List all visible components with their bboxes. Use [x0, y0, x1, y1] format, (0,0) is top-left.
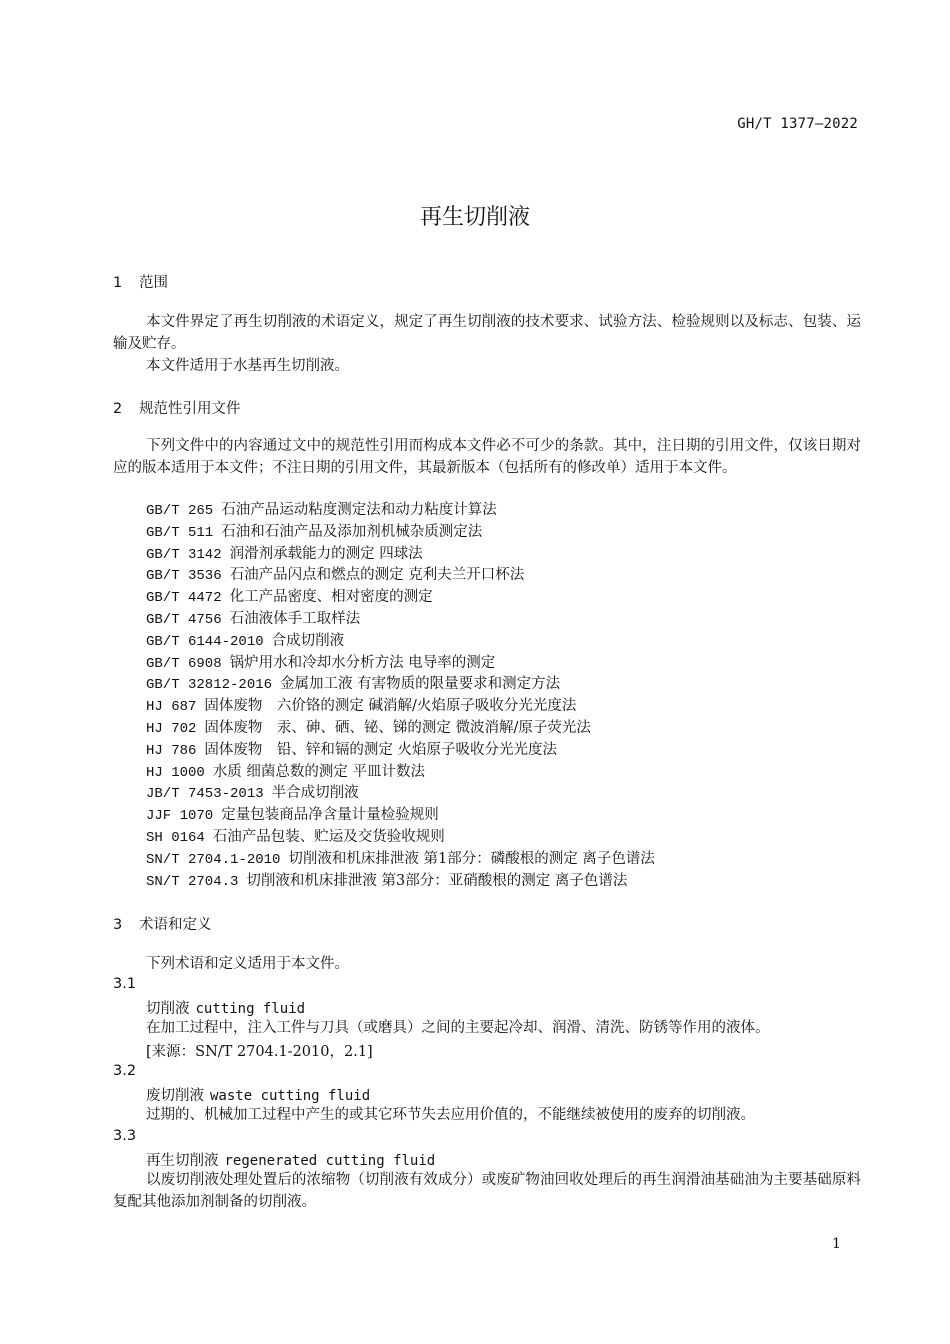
- reference-code: HJ 1000: [146, 764, 205, 781]
- reference-code: GB/T 4472: [146, 590, 222, 607]
- reference-item: [146, 762, 655, 784]
- term-name-en: cutting fluid: [195, 1001, 306, 1017]
- section-heading-terms: [113, 913, 212, 934]
- term-definition: 过期的、机械加工过程中产生的或其它环节失去应用价值的，不能继续被使用的废弃的切削液。: [146, 1107, 755, 1123]
- reference-list: [146, 500, 655, 892]
- reference-item: [146, 544, 655, 566]
- reference-title: 石油液体手工取样法: [229, 610, 361, 627]
- term-name-en: waste cutting fluid: [210, 1088, 371, 1104]
- reference-code: SH 0164: [146, 829, 205, 846]
- reference-item: [146, 522, 655, 544]
- page-number: 1: [832, 1236, 841, 1252]
- term-number: 3.1: [113, 976, 137, 992]
- document-title: 再生切削液: [419, 205, 530, 230]
- scope-paragraph-1: 本文件界定了再生切削液的术语定义，规定了再生切削液的技术要求、试验方法、检验规则以及标志、包装、运输及贮存。: [113, 314, 861, 352]
- reference-title: 石油产品包装、贮运及交货验收规则: [212, 828, 445, 845]
- reference-item: [146, 783, 655, 805]
- reference-title: 半合成切削液: [271, 785, 359, 802]
- section-heading-scope: [113, 271, 168, 292]
- scope-paragraph-2: 本文件适用于水基再生切削液。: [146, 358, 349, 374]
- reference-code: GB/T 3142: [146, 546, 222, 563]
- reference-title: 石油产品运动粘度测定法和动力粘度计算法: [221, 502, 497, 518]
- reference-title: 固体废物 六价铬的测定 碱消解/火焰原子吸收分光光度法: [204, 698, 577, 715]
- section-number: 3: [113, 917, 123, 933]
- reference-item: [146, 609, 655, 631]
- term-name: [146, 997, 305, 1018]
- term-name-zh: 再生切削液: [146, 1153, 219, 1169]
- reference-title: 润滑剂承载能力的测定 四球法: [229, 545, 423, 562]
- reference-code: GB/T 4756: [146, 611, 222, 628]
- reference-code: HJ 702: [146, 720, 197, 737]
- reference-title: 锅炉用水和冷却水分析方法 电导率的测定: [229, 654, 496, 671]
- reference-title: 合成切削液: [271, 632, 345, 649]
- reference-item: [146, 653, 655, 675]
- reference-item: [146, 674, 655, 696]
- reference-code: GB/T 511: [146, 524, 214, 541]
- reference-code: SN/T 2704.3: [146, 873, 239, 890]
- reference-title: 石油和石油产品及添加剂机械杂质测定法: [221, 523, 483, 540]
- section-title: 范围: [139, 275, 168, 291]
- reference-item: [146, 805, 655, 827]
- normative-intro: 下列文件中的内容通过文中的规范性引用而构成本文件必不可少的条款。其中，注日期的引用文件，仅该日期对应的版本适用于本文件；不注日期的引用文件，其最新版本（包括所有的修改单）适用于本文件。: [113, 438, 861, 476]
- section-title: 术语和定义: [139, 917, 212, 933]
- reference-item: [146, 696, 655, 718]
- section-number: 2: [113, 401, 123, 417]
- reference-title: 定量包装商品净含量计量检验规则: [221, 807, 439, 824]
- reference-title: 固体废物 汞、砷、硒、铋、锑的测定 微波消解/原子荧光法: [204, 719, 591, 736]
- section-number: 1: [113, 275, 123, 291]
- reference-title: 切削液和机床排泄液 第3部分：亚硝酸根的测定 离子色谱法: [246, 872, 628, 889]
- reference-code: GB/T 6908: [146, 655, 222, 672]
- term-name: [146, 1084, 370, 1105]
- section-title: 规范性引用文件: [139, 401, 241, 417]
- terms-intro: 下列术语和定义适用于本文件。: [146, 956, 349, 972]
- reference-title: 石油产品闪点和燃点的测定 克利夫兰开口杯法: [229, 567, 525, 584]
- reference-item: [146, 587, 655, 609]
- term-definition: 以废切削液处理处置后的浓缩物（切削液有效成分）或废矿物油回收处理后的再生润滑油基础油为主要基础原料复配其他添加剂制备的切削液。: [113, 1172, 861, 1210]
- reference-item: [146, 849, 655, 871]
- reference-code: GB/T 3536: [146, 568, 222, 585]
- reference-code: JJF 1070: [146, 808, 214, 825]
- reference-title: 固体废物 铅、锌和镉的测定 火焰原子吸收分光光度法: [204, 741, 558, 758]
- term-name: [146, 1149, 435, 1170]
- reference-item: [146, 827, 655, 849]
- reference-item: [146, 740, 655, 762]
- term-number: 3.2: [113, 1063, 137, 1079]
- reference-code: JB/T 7453-2013: [146, 786, 264, 803]
- reference-code: HJ 786: [146, 742, 197, 759]
- reference-code: HJ 687: [146, 699, 197, 716]
- term-name-zh: 切削液: [146, 1001, 190, 1017]
- reference-code: SN/T 2704.1-2010: [146, 851, 281, 868]
- reference-item: [146, 565, 655, 587]
- reference-item: [146, 631, 655, 653]
- standard-code: GH/T 1377—2022: [737, 116, 858, 132]
- reference-item: [146, 718, 655, 740]
- term-name-zh: 废切削液: [146, 1088, 204, 1104]
- reference-title: 切削液和机床排泄液 第1部分：磷酸根的测定 离子色谱法: [288, 850, 655, 867]
- reference-code: GB/T 265: [146, 503, 214, 519]
- reference-title: 化工产品密度、相对密度的测定: [229, 589, 433, 606]
- reference-code: GB/T 32812-2016: [146, 677, 273, 694]
- reference-item: [146, 500, 655, 522]
- section-heading-normative: [113, 397, 241, 418]
- term-definition: 在加工过程中，注入工件与刀具（或磨具）之间的主要起冷却、润滑、清洗、防锈等作用的液体。: [146, 1020, 770, 1036]
- reference-title: 水质 细菌总数的测定 平皿计数法: [212, 763, 426, 780]
- term-name-en: regenerated cutting fluid: [224, 1153, 436, 1169]
- reference-item: [146, 871, 655, 893]
- term-source: [来源：SN/T 2704.1-2010，2.1]: [146, 1044, 373, 1060]
- reference-title: 金属加工液 有害物质的限量要求和测定方法: [280, 676, 561, 693]
- reference-code: GB/T 6144-2010: [146, 633, 264, 650]
- term-number: 3.3: [113, 1128, 137, 1144]
